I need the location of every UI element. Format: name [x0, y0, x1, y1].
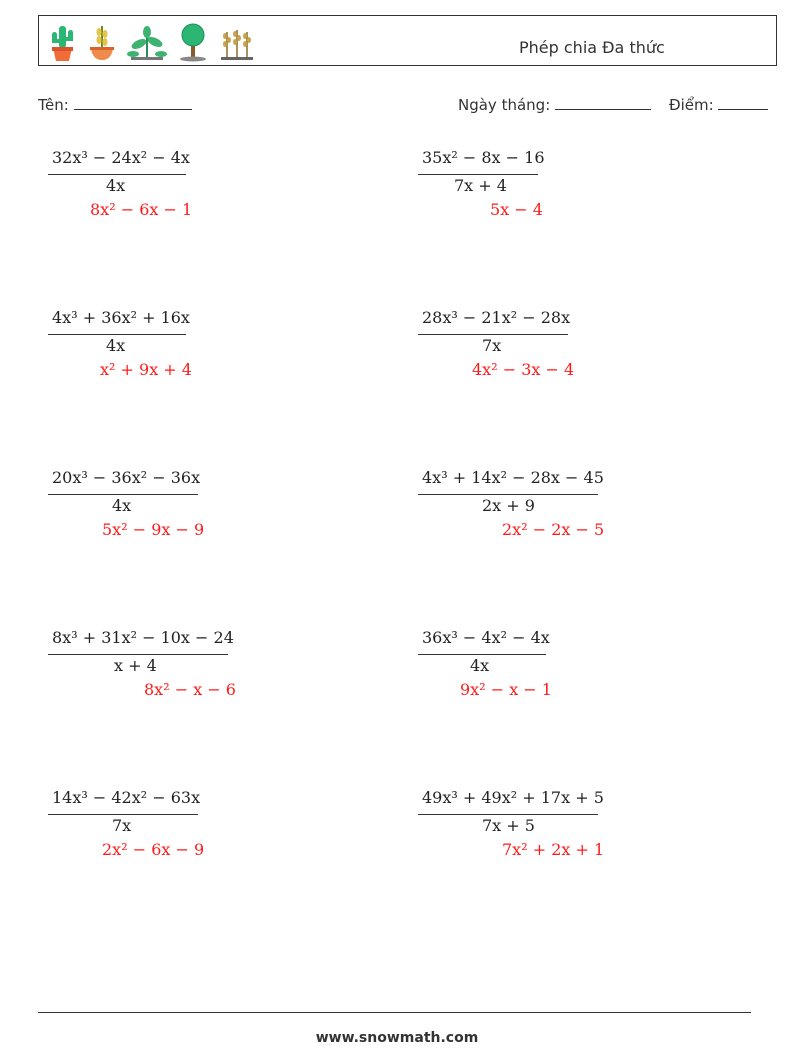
denominator: 2x + 9 [482, 496, 535, 515]
fraction-bar [48, 814, 198, 815]
answer: 2x² − 2x − 5 [502, 520, 605, 539]
denominator: 4x [470, 656, 490, 675]
footer-divider [38, 1012, 751, 1013]
name-label: Tên: [38, 96, 69, 114]
numerator: 20x³ − 36x² − 36x [52, 468, 201, 487]
fraction-bar [48, 494, 198, 495]
fraction-bar [48, 654, 228, 655]
header-icons [47, 22, 255, 62]
date-blank[interactable] [555, 95, 651, 110]
fraction-bar [418, 174, 538, 175]
name-field[interactable] [38, 95, 192, 114]
fraction-bar [418, 814, 598, 815]
score-label: Điểm: [669, 96, 714, 114]
denominator: 4x [112, 496, 132, 515]
denominator: 7x [112, 816, 132, 835]
denominator: 4x [106, 176, 126, 195]
numerator: 36x³ − 4x² − 4x [422, 628, 550, 647]
cactus-pot-icon [47, 22, 77, 62]
tree-icon [177, 22, 209, 62]
answer: 9x² − x − 1 [460, 680, 552, 699]
denominator: 7x + 5 [482, 816, 535, 835]
score-blank[interactable] [718, 95, 768, 110]
footer-website[interactable]: www.snowmath.com [315, 1030, 479, 1046]
answer: 4x² − 3x − 4 [472, 360, 575, 379]
answer: 7x² + 2x + 1 [502, 840, 605, 859]
answer: 5x² − 9x − 9 [102, 520, 205, 539]
wheat-pot-icon [87, 22, 117, 62]
sprout-icon [127, 22, 167, 62]
answer: 8x² − 6x − 1 [90, 200, 193, 219]
numerator: 14x³ − 42x² − 63x [52, 788, 201, 807]
denominator: 7x + 4 [454, 176, 507, 195]
numerator: 32x³ − 24x² − 4x [52, 148, 190, 167]
numerator: 4x³ + 14x² − 28x − 45 [422, 468, 604, 487]
answer: 8x² − x − 6 [144, 680, 236, 699]
wheat-field-icon [219, 22, 255, 62]
answer: x² + 9x + 4 [100, 360, 192, 379]
numerator: 8x³ + 31x² − 10x − 24 [52, 628, 234, 647]
worksheet-title: Phép chia Đa thức [519, 38, 665, 57]
numerator: 49x³ + 49x² + 17x + 5 [422, 788, 604, 807]
score-field[interactable] [669, 95, 768, 114]
numerator: 35x² − 8x − 16 [422, 148, 545, 167]
name-blank[interactable] [74, 95, 192, 110]
worksheet-header [38, 15, 777, 66]
denominator: 4x [106, 336, 126, 355]
date-label: Ngày tháng: [458, 96, 551, 114]
fraction-bar [418, 494, 598, 495]
fraction-bar [418, 654, 546, 655]
numerator: 4x³ + 36x² + 16x [52, 308, 190, 327]
answer: 2x² − 6x − 9 [102, 840, 205, 859]
answer: 5x − 4 [490, 200, 543, 219]
denominator: 7x [482, 336, 502, 355]
denominator: x + 4 [114, 656, 157, 675]
numerator: 28x³ − 21x² − 28x [422, 308, 571, 327]
fraction-bar [418, 334, 568, 335]
date-field[interactable] [458, 95, 651, 114]
fraction-bar [48, 334, 186, 335]
fraction-bar [48, 174, 186, 175]
